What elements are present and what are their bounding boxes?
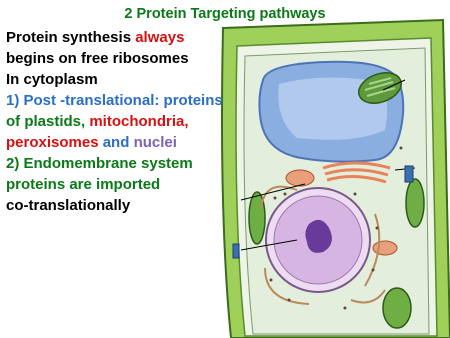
line-1-highlight: always: [135, 29, 185, 46]
body-line-8: proteins are imported: [6, 176, 161, 193]
body-line-9: co-translationally: [6, 197, 131, 214]
line-6-and: and: [98, 134, 134, 151]
line-4-highlight: proteins: [163, 92, 223, 109]
body-line-6: [6, 132, 223, 153]
body-line-3: In cytoplasm: [6, 71, 98, 88]
line-6-peroxisomes: peroxisomes: [6, 134, 99, 151]
slide-title: 2 Protein Targeting pathways: [124, 6, 326, 22]
line-1-text: Protein synthesis: [6, 29, 136, 46]
body-line-2: begins on free ribosomes: [6, 50, 189, 67]
plant-cell-illustration: [205, 18, 450, 338]
line-5-highlight: mitochondria,: [89, 113, 189, 130]
line-5-text: of plastids,: [6, 113, 90, 130]
chloroplast: [383, 288, 411, 328]
mitochondrion: [286, 170, 314, 186]
body-line-1: [6, 27, 223, 48]
plasmodesma: [233, 244, 239, 258]
line-4-text: 1) Post -translational:: [6, 92, 164, 109]
body-line-7: 2) Endomembrane system: [6, 155, 193, 172]
mitochondrion: [373, 241, 397, 255]
body-text: [6, 27, 223, 216]
chloroplast: [406, 179, 424, 227]
line-6-nuclei: nuclei: [133, 134, 177, 151]
body-line-4: [6, 90, 223, 111]
plasmodesma: [405, 166, 413, 182]
body-line-5: [6, 111, 223, 132]
